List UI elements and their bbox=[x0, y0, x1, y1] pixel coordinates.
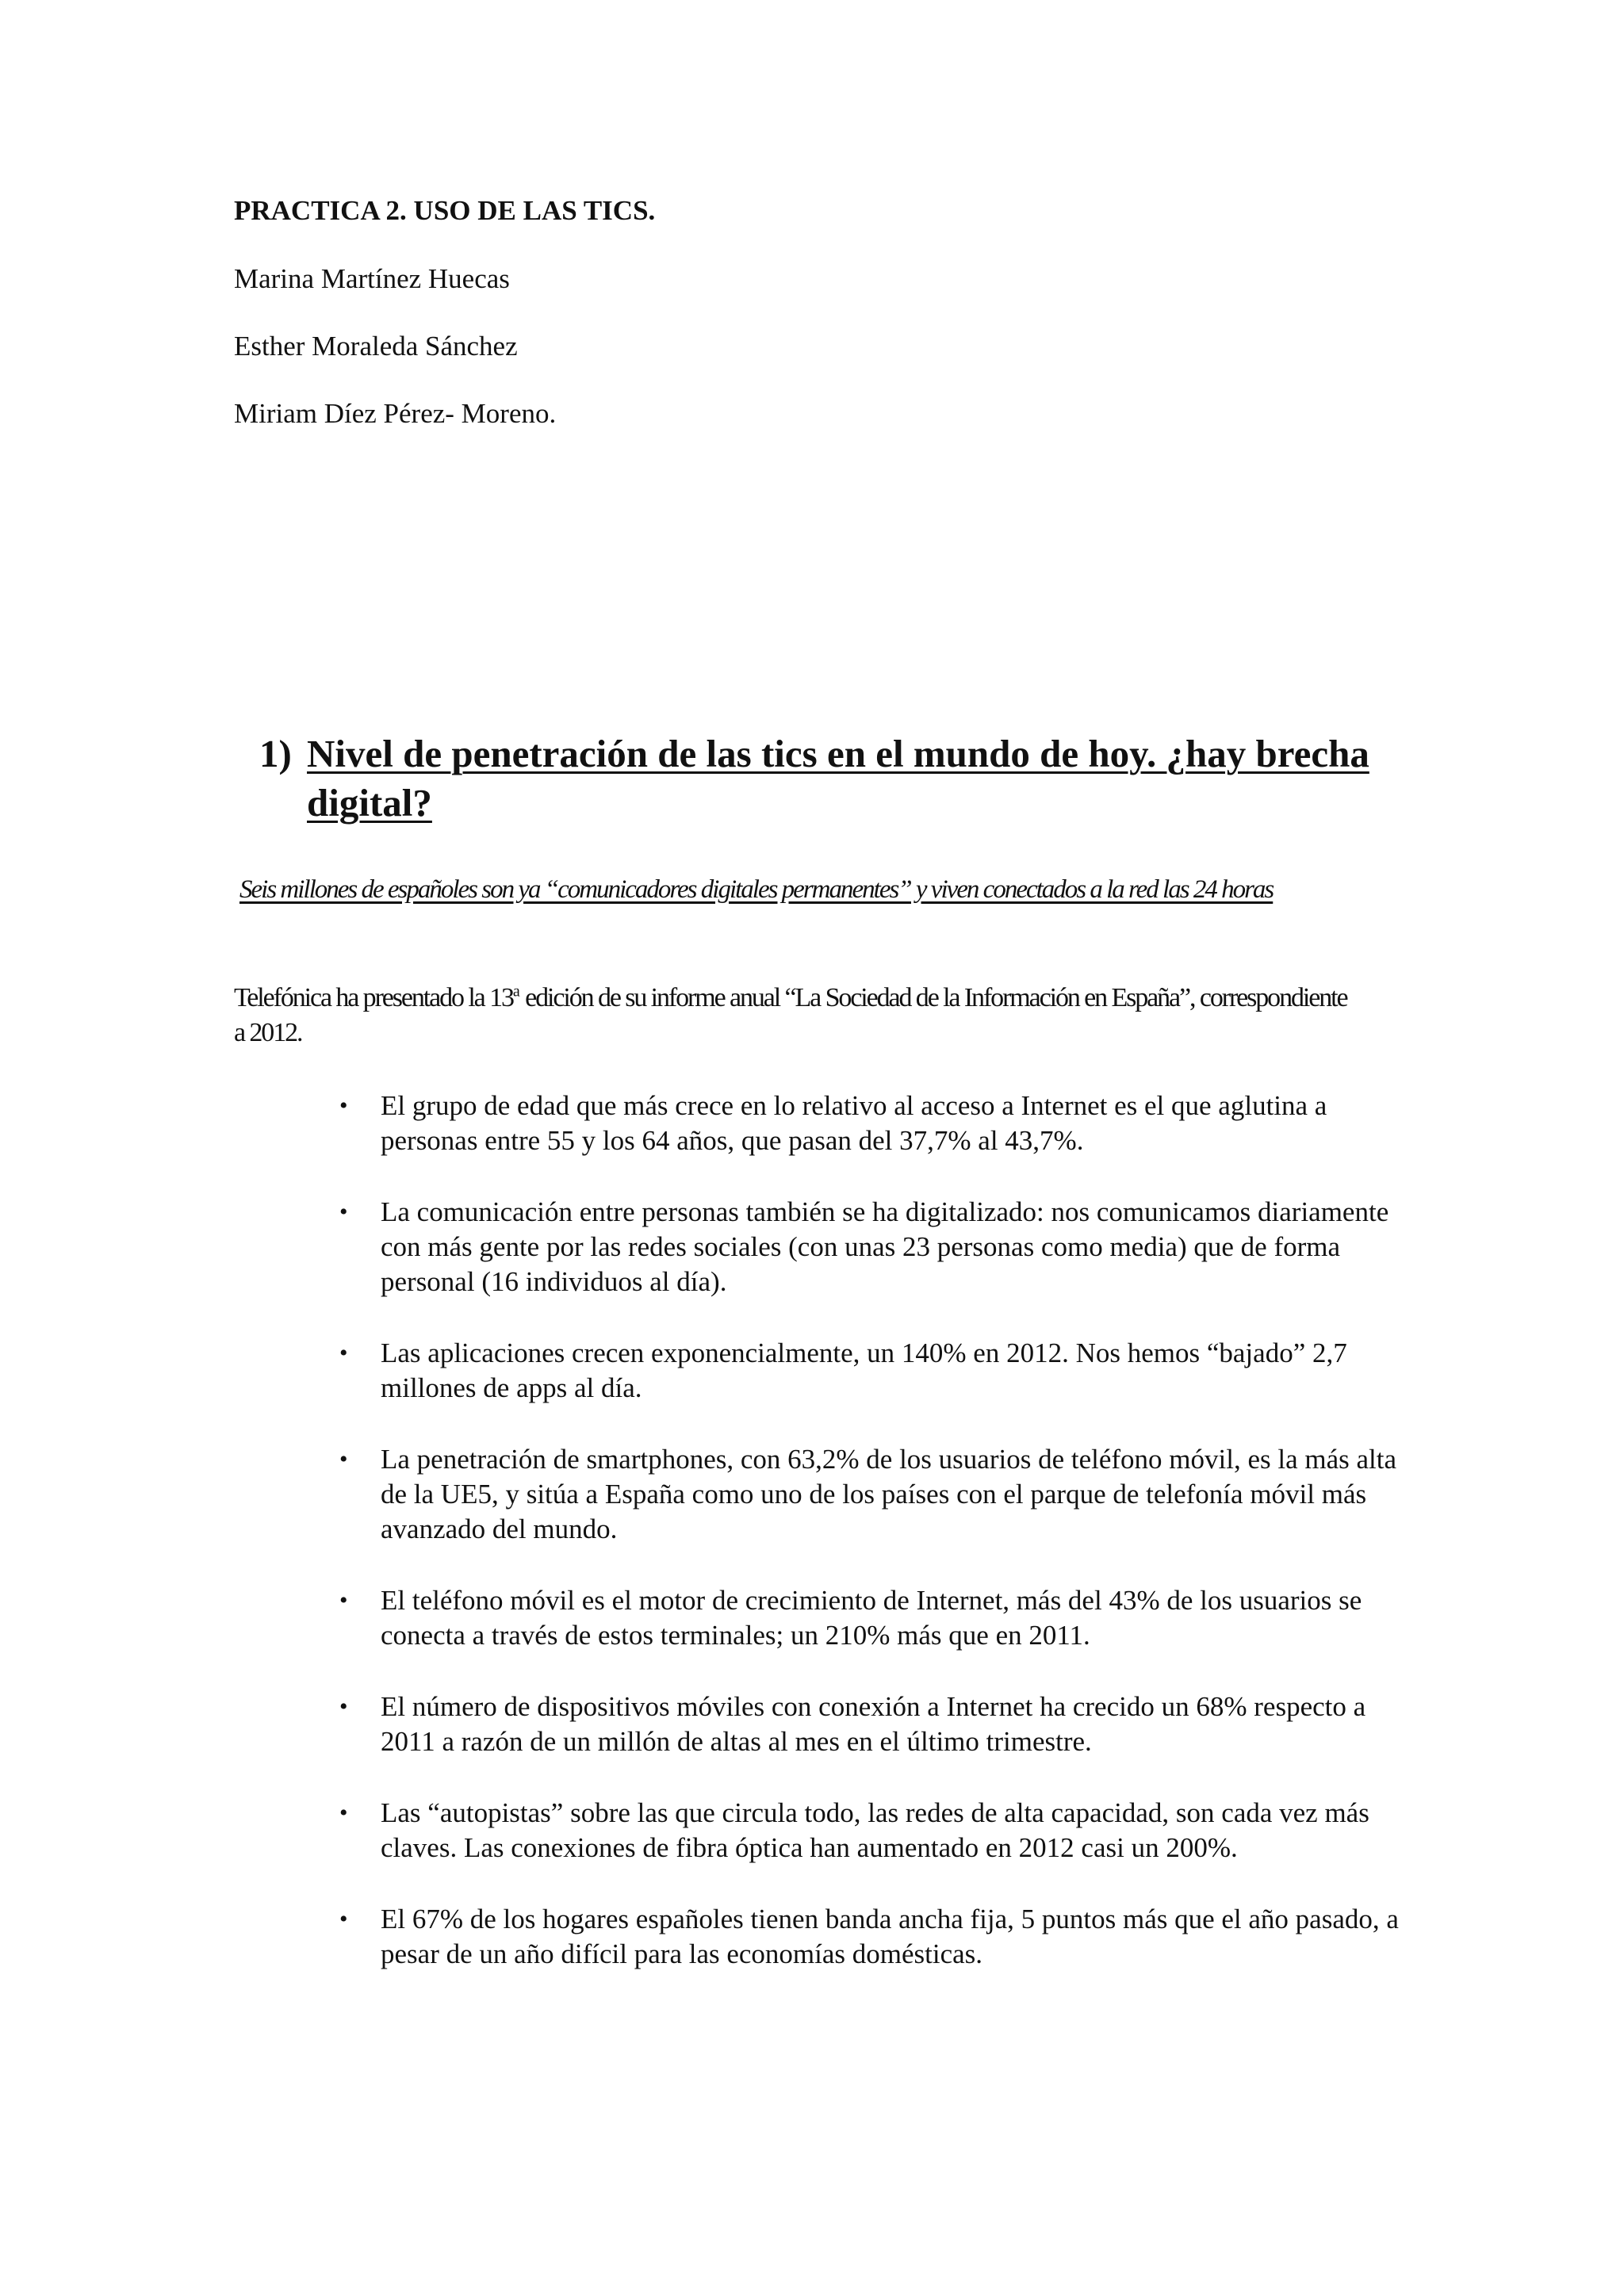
intro-text-end: edición de su informe anual “La Sociedad de la Información en España”, correspondiente a 2012. bbox=[234, 983, 1347, 1047]
list-item bbox=[339, 1902, 1411, 1972]
bullet-icon: • bbox=[339, 1446, 348, 1472]
author-name: Marina Martínez Huecas bbox=[234, 263, 510, 294]
bullet-icon: • bbox=[339, 1093, 348, 1119]
list-item-text: El 67% de los hogares españoles tienen banda ancha fija, 5 puntos más que el año pasado, a pesar de un año difícil para las economías domésticas. bbox=[381, 1904, 1399, 1969]
document-title: PRACTICA 2. USO DE LAS TICS. bbox=[234, 195, 656, 226]
list-item bbox=[339, 1583, 1411, 1653]
findings-list bbox=[339, 1089, 1411, 2008]
list-item bbox=[339, 1089, 1411, 1158]
bullet-icon: • bbox=[339, 1800, 348, 1826]
bullet-icon: • bbox=[339, 1199, 348, 1225]
article-subtitle: Seis millones de españoles son ya “comunicadores digitales permanentes” y viven conectados a la red las 24 horas bbox=[239, 875, 1274, 904]
list-item bbox=[339, 1442, 1411, 1547]
list-item-text: El grupo de edad que más crece en lo relativo al acceso a Internet es el que aglutina a personas entre 55 y los 64 años, que pasan del 37,7% al 43,7%. bbox=[381, 1090, 1327, 1156]
list-item bbox=[339, 1689, 1411, 1759]
list-item bbox=[339, 1195, 1411, 1299]
bullet-icon: • bbox=[339, 1906, 348, 1932]
author-name: Miriam Díez Pérez- Moreno. bbox=[234, 398, 557, 429]
list-item bbox=[339, 1336, 1411, 1406]
section-number: 1) bbox=[259, 732, 292, 775]
list-item-text: Las “autopistas” sobre las que circula todo, las redes de alta capacidad, son cada vez más claves. Las conexiones de fibra óptica han aumentado en 2012 casi un 200%. bbox=[381, 1797, 1369, 1863]
list-item-text: El número de dispositivos móviles con conexión a Internet ha crecido un 68% respecto a 2011 a razón de un millón de altas al mes en el último trimestre. bbox=[381, 1691, 1366, 1757]
author-name: Esther Moraleda Sánchez bbox=[234, 331, 518, 362]
list-item-text: El teléfono móvil es el motor de crecimiento de Internet, más del 43% de los usuarios se conecta a través de estos terminales; un 210% más que en 2011. bbox=[381, 1585, 1362, 1651]
list-item-text: La penetración de smartphones, con 63,2% de los usuarios de teléfono móvil, es la más alta de la UE5, y sitúa a España como uno de los países con el parque de telefonía móvil más avanzado del mundo. bbox=[381, 1444, 1397, 1544]
list-item bbox=[339, 1796, 1411, 1866]
ordinal-superscript: a bbox=[512, 982, 520, 1001]
bullet-icon: • bbox=[339, 1587, 348, 1613]
intro-paragraph bbox=[234, 981, 1360, 1050]
section-title: Nivel de penetración de las tics en el mundo de hoy. ¿hay brecha digital? bbox=[307, 732, 1369, 825]
section-heading bbox=[259, 729, 1409, 828]
list-item-text: La comunicación entre personas también se ha digitalizado: nos comunicamos diariamente con más gente por las redes sociales (con unas 23 personas como media) que de forma personal (16 individuos al día). bbox=[381, 1196, 1389, 1297]
intro-text-start: Telefónica ha presentado la 13 bbox=[234, 983, 513, 1012]
list-item-text: Las aplicaciones crecen exponencialmente, un 140% en 2012. Nos hemos “bajado” 2,7 millones de apps al día. bbox=[381, 1337, 1347, 1403]
bullet-icon: • bbox=[339, 1340, 348, 1366]
bullet-icon: • bbox=[339, 1693, 348, 1720]
